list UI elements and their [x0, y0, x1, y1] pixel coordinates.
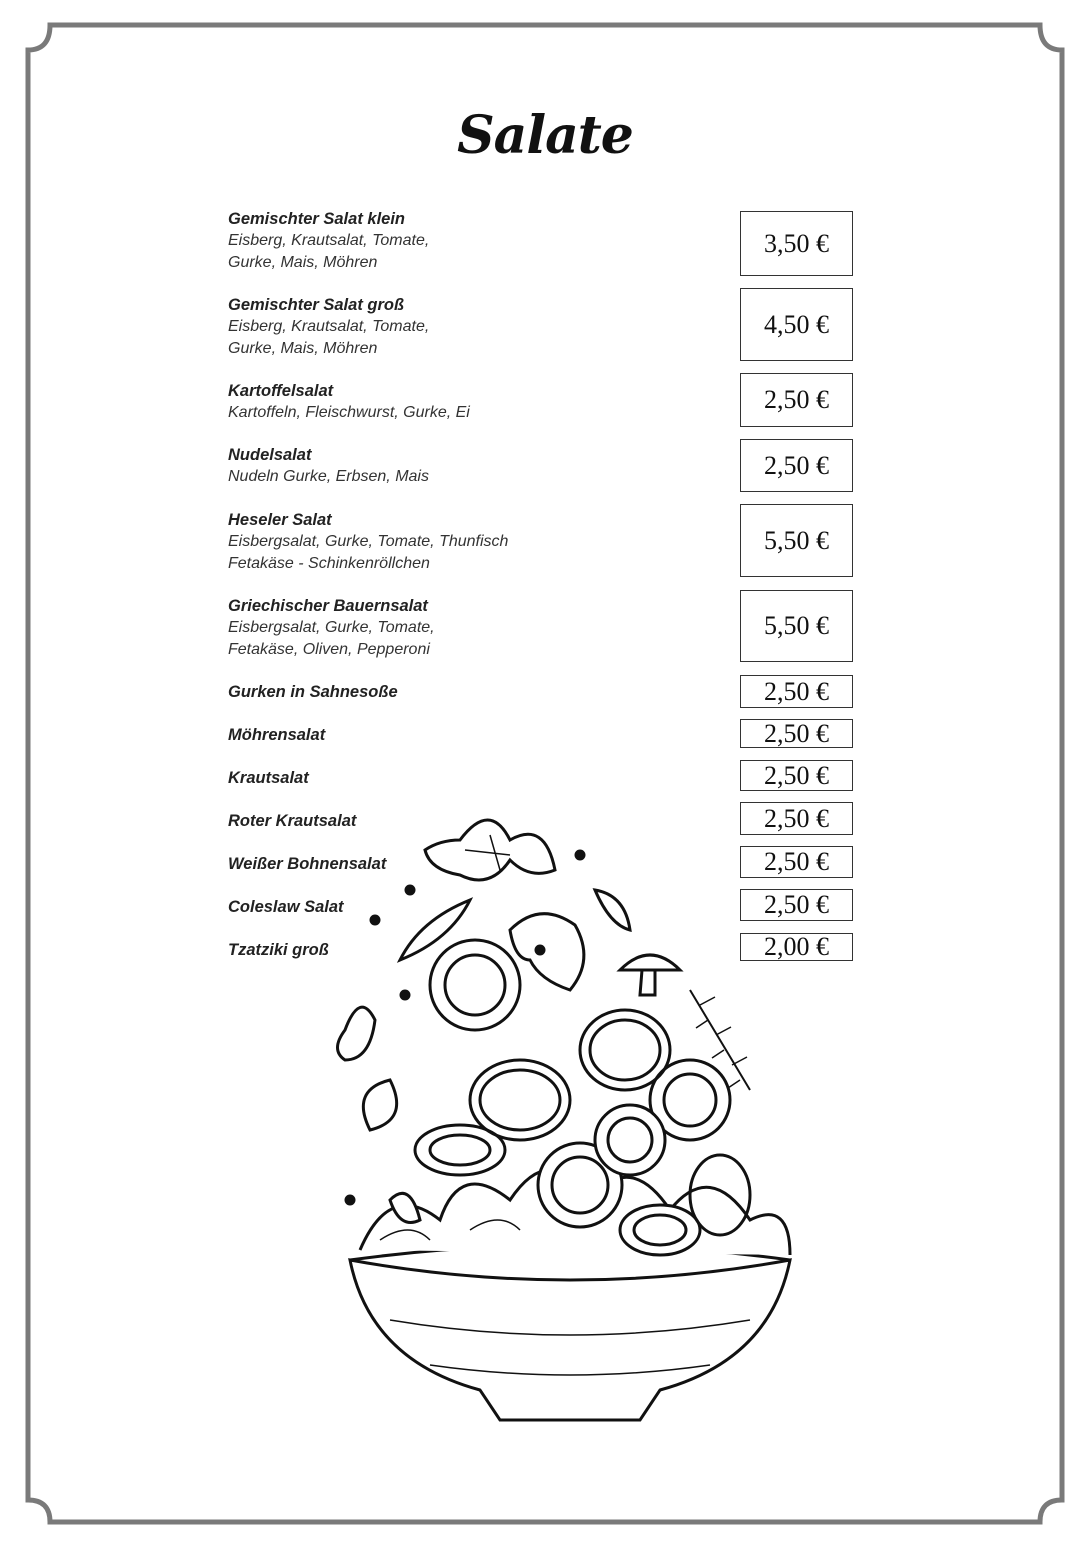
- menu-item-name: Nudelsalat: [228, 446, 312, 464]
- menu-item-name: Gurken in Sahnesoße: [228, 683, 398, 701]
- menu-item-price: 3,50 €: [740, 211, 853, 276]
- menu-item-desc: Eisbergsalat, Gurke, Tomate, Thunfisch Fetakäse - Schinkenröllchen: [228, 533, 509, 572]
- menu-item-price: 2,50 €: [740, 373, 853, 427]
- menu-item-name: Tzatziki groß: [228, 941, 329, 959]
- menu-item-desc: Eisberg, Krautsalat, Tomate, Gurke, Mais, Möhren: [228, 232, 430, 271]
- page-title: Salate: [457, 105, 633, 166]
- menu-item: [228, 208, 708, 274]
- menu-item: [228, 294, 708, 360]
- menu-item-name: Heseler Salat: [228, 511, 332, 529]
- salad-bowl-icon: [330, 800, 810, 1430]
- menu-item-price: 2,50 €: [740, 802, 853, 835]
- menu-item-name: Krautsalat: [228, 769, 309, 787]
- menu-item: [228, 444, 708, 488]
- menu-item: [228, 509, 708, 575]
- menu-item-price: 2,50 €: [740, 889, 853, 921]
- menu-item: [228, 380, 708, 424]
- menu-item: [228, 681, 708, 703]
- menu-item-price: 5,50 €: [740, 590, 853, 662]
- menu-item-price: 2,50 €: [740, 439, 853, 492]
- menu-item-name: Griechischer Bauernsalat: [228, 597, 428, 615]
- menu-item-desc: Nudeln Gurke, Erbsen, Mais: [228, 468, 429, 485]
- menu-item-name: Weißer Bohnensalat: [228, 855, 387, 873]
- menu-item-name: Kartoffelsalat: [228, 382, 334, 400]
- menu-item-desc: Eisbergsalat, Gurke, Tomate, Fetakäse, Oliven, Pepperoni: [228, 619, 435, 658]
- menu-item-price: 2,50 €: [740, 719, 853, 748]
- menu-item-price: 4,50 €: [740, 288, 853, 361]
- menu-item-price: 2,50 €: [740, 675, 853, 708]
- menu-item-price: 2,00 €: [740, 933, 853, 961]
- menu-item-price: 2,50 €: [740, 846, 853, 878]
- menu-item-name: Roter Krautsalat: [228, 812, 357, 830]
- menu-item-desc: Eisberg, Krautsalat, Tomate, Gurke, Mais, Möhren: [228, 318, 430, 357]
- menu-item-price: 2,50 €: [740, 760, 853, 791]
- menu-item-name: Coleslaw Salat: [228, 898, 344, 916]
- menu-item-name: Möhrensalat: [228, 726, 326, 744]
- menu-item: [228, 724, 708, 746]
- menu-item-name: Gemischter Salat klein: [228, 210, 405, 228]
- menu-item-price: 5,50 €: [740, 504, 853, 577]
- menu-item-desc: Kartoffeln, Fleischwurst, Gurke, Ei: [228, 404, 470, 421]
- menu-item: [228, 595, 708, 661]
- menu-item-name: Gemischter Salat groß: [228, 296, 405, 314]
- menu-item: [228, 767, 708, 789]
